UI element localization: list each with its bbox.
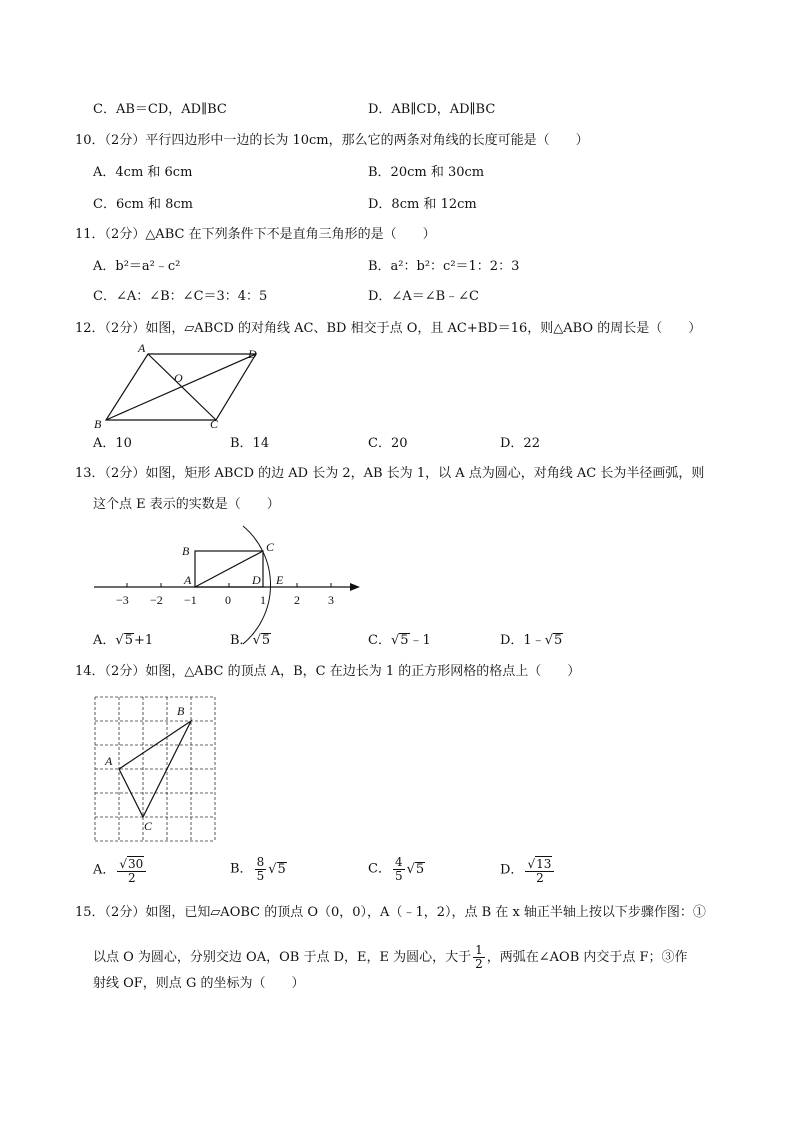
q9-option-c: C．AB＝CD，AD∥BC xyxy=(93,102,227,117)
label-c: C xyxy=(210,417,219,431)
fraction: $\frac{√13}{2}$ xyxy=(525,856,554,885)
q13-stem-line1: 13．（2分）如图，矩形 ABCD 的边 AD 长为 2，AB 长为 1，以 A 点为圆心，对角线 AC 长为半径画弧，则 xyxy=(75,466,705,481)
radicand: 13 xyxy=(536,857,552,871)
option-prefix: C． xyxy=(368,633,391,648)
q12-option-b: B．14 xyxy=(230,436,270,451)
label-b: B xyxy=(177,704,185,718)
q14-option-a xyxy=(93,856,148,885)
radicand: 5 xyxy=(261,633,271,648)
label-o: O xyxy=(174,371,183,385)
q10-option-b: B．20cm 和 30cm xyxy=(368,165,485,180)
tick-label: 3 xyxy=(328,593,334,607)
q13-option-a: A．√5+1 xyxy=(93,633,154,648)
option-prefix: B． xyxy=(230,633,253,648)
radicand: 5 xyxy=(554,633,563,648)
radicand: 30 xyxy=(128,857,144,871)
q10-stem: 10．（2分）平行四边形中一边的长为 10cm，那么它的两条对角线的长度可能是（ ） xyxy=(75,133,589,148)
option-prefix: A． xyxy=(93,633,116,648)
q15-line2-part-a: 以点 O 为圆心，分别交边 OA，OB 于点 D，E，E 为圆心，大于 xyxy=(93,950,472,965)
denominator: 2 xyxy=(536,871,544,885)
q11-option-d: D．∠A＝∠B﹣∠C xyxy=(368,289,479,304)
tick-label: 0 xyxy=(225,593,231,607)
dashed-grid xyxy=(95,697,215,841)
radicand: 5 xyxy=(124,633,133,648)
label-b: B xyxy=(182,544,190,558)
denominator: 5 xyxy=(256,869,265,883)
fraction xyxy=(255,856,267,883)
tick-label: −3 xyxy=(116,593,129,607)
tick-label: 1 xyxy=(260,593,266,607)
radicand: 5 xyxy=(400,633,409,648)
numerator: 8 xyxy=(256,855,265,869)
q14-stem: 14．（2分）如图，△ABC 的顶点 A，B，C 在边长为 1 的正方形网格的格点上（ ） xyxy=(75,664,581,679)
q15-line2-part-b: ，两弧在∠AOB 内交于点 F；③作 xyxy=(486,950,688,965)
label-a: A xyxy=(184,573,192,587)
q12-option-d: D．22 xyxy=(500,436,540,451)
q12-stem: 12．（2分）如图，▱ABCD 的对角线 AC、BD 相交于点 O，且 AC+BD＝16，则△ABO 的周长是（ ） xyxy=(75,321,702,336)
q15-line3: 射线 OF，则点 G 的坐标为（ ） xyxy=(93,976,305,991)
q10-option-d: D．8cm 和 12cm xyxy=(368,197,477,212)
q13-number-line-figure xyxy=(88,520,368,646)
label-a: A xyxy=(138,341,146,355)
label-e: E xyxy=(276,573,284,587)
radicand: 5 xyxy=(277,861,286,877)
tick-label: −1 xyxy=(184,593,197,607)
q13-option-b: B．√5 xyxy=(230,633,271,648)
label-c: C xyxy=(266,540,275,554)
q12-option-a: A．10 xyxy=(93,436,132,451)
q13-option-d: D．1﹣√5 xyxy=(500,633,563,648)
q12-parallelogram-figure xyxy=(88,340,273,432)
label-a: A xyxy=(105,754,113,768)
q14-option-b: B． $\frac{8}{5}$ √5 xyxy=(230,855,286,883)
q14-option-d xyxy=(500,856,556,885)
q10-option-a: A．4cm 和 6cm xyxy=(93,165,193,180)
denominator: 2 xyxy=(128,871,136,885)
fraction: $\frac{√30}{2}$ xyxy=(117,856,146,885)
axis-arrow-icon xyxy=(350,583,360,591)
q13-option-c: C．√5﹣1 xyxy=(368,633,431,648)
q10-option-c: C．6cm 和 8cm xyxy=(93,197,193,212)
label-d: D xyxy=(252,573,261,587)
label-d: D xyxy=(248,347,257,361)
q11-option-a: A．b²＝a²﹣c² xyxy=(93,259,181,274)
fraction xyxy=(393,856,405,883)
denominator: 5 xyxy=(394,869,403,883)
q11-option-c: C．∠A：∠B：∠C＝3：4：5 xyxy=(93,289,268,304)
option-prefix: A． xyxy=(93,862,116,878)
q13-stem-line2: 这个点 E 表示的实数是（ ） xyxy=(93,497,280,512)
tick-label: −2 xyxy=(150,593,163,607)
option-prefix: C． xyxy=(368,861,391,877)
q15-line2 xyxy=(93,944,688,971)
q11-stem: 11．（2分）△ABC 在下列条件下不是直角三角形的是（ ） xyxy=(75,227,436,242)
radicand: 5 xyxy=(415,861,425,877)
tick-label: 2 xyxy=(294,593,300,607)
option-prefix: B． xyxy=(230,861,253,877)
q9-option-d: D．AB∥CD，AD∥BC xyxy=(368,102,496,117)
q12-option-c: C．20 xyxy=(368,436,408,451)
option-prefix: D． xyxy=(500,862,524,878)
numerator: 4 xyxy=(394,855,403,869)
label-b: B xyxy=(94,417,102,431)
option-suffix: +1 xyxy=(133,633,154,648)
diagonal-bd xyxy=(106,354,256,420)
option-suffix: ﹣1 xyxy=(409,633,431,648)
numerator: 1 xyxy=(475,943,483,957)
q11-option-b: B．a²：b²：c²＝1：2：3 xyxy=(368,259,520,274)
q15-fraction xyxy=(473,944,485,971)
q14-grid-figure xyxy=(93,695,217,843)
denominator: 2 xyxy=(475,957,483,971)
q14-option-c: C． $\frac{4}{5}$ √5 xyxy=(368,855,425,883)
option-prefix: D．1﹣ xyxy=(500,633,545,648)
q15-line1: 15．（2分）如图，已知▱AOBC 的顶点 O（0，0），A（﹣1，2），点 B 在 x 轴正半轴上按以下步骤作图：① xyxy=(75,905,706,920)
label-c: C xyxy=(144,819,153,833)
